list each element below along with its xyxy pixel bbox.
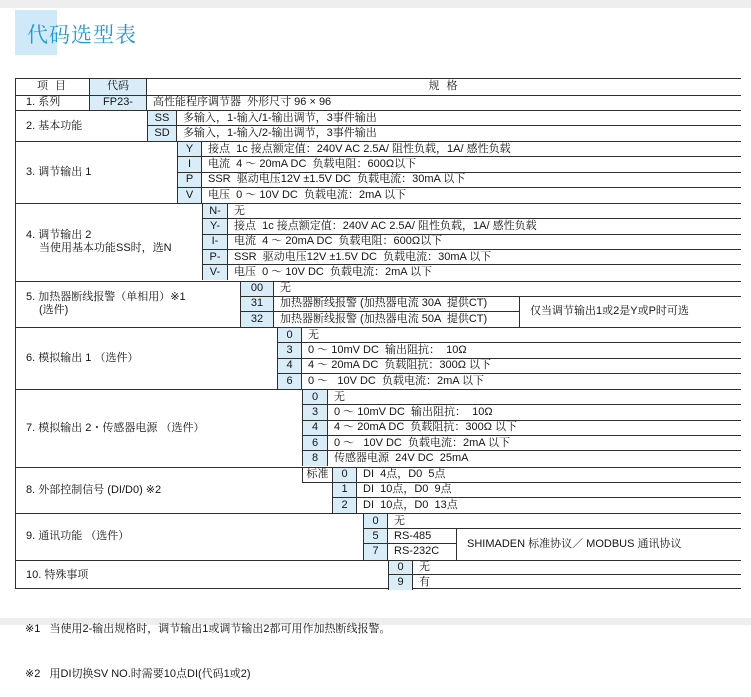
- page-title: 代码选型表: [27, 24, 137, 47]
- code-cell: P-: [202, 250, 228, 265]
- code-cell: 6: [277, 374, 302, 389]
- spec-cell: 无: [302, 328, 741, 343]
- table-row: [302, 421, 741, 436]
- spec-cell: 无: [328, 390, 741, 405]
- spec-cell: 电压 0 ～ 10V DC 负载电流：2mA 以下: [208, 188, 407, 201]
- code-cell: 0: [302, 390, 328, 405]
- table-row: [177, 188, 741, 203]
- group-rows: [388, 561, 741, 591]
- item-label: 9. 通讯功能 （选件）: [26, 530, 130, 543]
- group-rows: [147, 111, 741, 141]
- standard-cell: 标准: [302, 468, 332, 483]
- code-cell: 0: [363, 514, 388, 529]
- group-2-basic-function: [16, 110, 741, 141]
- code-cell: 7: [363, 544, 388, 559]
- item-label: 10. 特殊事项: [26, 568, 89, 581]
- spec-cell: 电流 4 ～ 20mA DC 负载电阻：600Ω以下: [202, 157, 741, 172]
- footnote-1: ※1 当使用2-输出规格时，调节输出1或调节输出2都可用作加热断线报警。: [25, 623, 391, 635]
- code-cell: P: [177, 173, 202, 188]
- group-rows: [89, 96, 741, 111]
- spec-cell: 电压 0 ～ 10V DC 负载电流：2mA 以下: [234, 266, 433, 279]
- code-cell: Y-: [202, 219, 228, 234]
- group-3-control-output-1: [16, 141, 741, 203]
- spec-cell: SSR 驱动电压12V ±1.5V DC 负载电流：30mA 以下: [202, 173, 741, 188]
- spec-cell: 加热器断线报警 (加热器电流 50A 提供CT): [280, 312, 488, 325]
- group-1-series: [16, 95, 741, 111]
- table-row: [363, 529, 456, 544]
- spec-cell: 0 ～ 10V DC 负载电流：2mA 以下: [328, 436, 741, 451]
- table-row: [147, 111, 741, 126]
- table-row: [177, 142, 741, 157]
- table-row: [302, 436, 741, 451]
- code-cell: 6: [302, 436, 328, 451]
- subgroup-rows: [363, 529, 456, 559]
- item-label: 6. 模拟输出 1 （选件）: [26, 352, 139, 364]
- group-rows: [302, 390, 741, 467]
- table-row: [240, 297, 519, 312]
- code-cell: 0: [388, 561, 413, 576]
- spec-cell: 无: [228, 204, 741, 219]
- group-rows: [202, 204, 741, 281]
- group-rows: [177, 142, 741, 203]
- code-cell: SS: [147, 111, 177, 126]
- table-row: [240, 312, 519, 327]
- table-row: [302, 390, 741, 405]
- code-cell: Y: [177, 142, 202, 157]
- table-row: [147, 126, 741, 141]
- table-row: [177, 173, 741, 188]
- group-9-communication: [16, 513, 741, 560]
- top-gray-band: [0, 0, 751, 8]
- code-cell: 2: [332, 498, 357, 513]
- code-cell: SD: [147, 126, 177, 141]
- spec-cell: 高性能程序调节器 外形尺寸 96 × 96: [153, 96, 332, 109]
- code-selection-table: [15, 78, 741, 589]
- spec-cell: 接点 1c 接点额定值：240V AC 2.5A/ 阻性负载，1A/ 感性负载: [228, 219, 741, 234]
- subgroup: [363, 529, 741, 559]
- item-label: 8. 外部控制信号 (DI/D0) ※2: [26, 483, 162, 496]
- table-row: [302, 405, 741, 420]
- item-label: 5. 加热器断线报警（单相用）※1 (选件): [26, 291, 186, 317]
- footnote-2: ※2 用DI切换SV NO.时需要10点DI(代码1或2): [25, 668, 251, 680]
- spec-cell: 无: [274, 282, 741, 297]
- table-row: [302, 498, 741, 513]
- code-cell: N-: [202, 204, 228, 219]
- spec-cell: 多输入，1-输入/1-输出调节，3事件输出: [177, 111, 741, 126]
- code-cell: 31: [240, 297, 274, 312]
- table-row: [363, 514, 741, 529]
- subgroup-rows: [240, 297, 519, 327]
- code-cell: 3: [277, 343, 302, 358]
- subgroup: [240, 297, 741, 327]
- group-rows: [363, 514, 741, 560]
- table-row: [240, 282, 741, 297]
- spec-cell: RS-232C: [394, 545, 440, 558]
- spec-cell: 0 ～ 10V DC 负载电流：2mA 以下: [308, 374, 485, 387]
- table-row: [277, 343, 741, 358]
- spec-cell: 传感器电源 24V DC 25mA: [334, 452, 469, 465]
- table-row: [302, 451, 741, 466]
- code-cell: 0: [277, 328, 302, 343]
- table-row: [388, 575, 741, 590]
- table-row: [277, 359, 741, 374]
- spec-cell: 加热器断线报警 (加热器电流 30A 提供CT): [274, 297, 519, 312]
- item-label: 1. 系列: [26, 96, 61, 109]
- item-label: 2. 基本功能: [26, 119, 83, 132]
- header-spec: 规 格: [428, 80, 460, 93]
- spec-cell: SSR 驱动电压12V ±1.5V DC 负载电流：30mA 以下: [228, 250, 741, 265]
- code-cell: 8: [302, 451, 328, 466]
- spec-cell: 0 ～ 10mV DC 输出阻抗： 10Ω: [302, 343, 741, 358]
- table-row: [89, 96, 741, 111]
- group-6-analog-output-1: [16, 327, 741, 389]
- spec-cell: 无: [388, 514, 741, 529]
- table-row: [302, 483, 741, 498]
- code-cell: 4: [302, 421, 328, 436]
- item-label: 3. 调节输出 1: [26, 166, 92, 178]
- header-code: 代码: [89, 79, 147, 95]
- code-cell: I: [177, 157, 202, 172]
- table-row: [202, 235, 741, 250]
- spec-cell: RS-485: [388, 529, 456, 544]
- spec-cell: DI 4点，D0 5点: [357, 468, 741, 483]
- spacer: [302, 483, 332, 498]
- item-label: 4. 调节输出 2 当使用基本功能SS时，选N: [26, 229, 172, 255]
- item-label: 7. 模拟输出 2・传感器电源 （选件）: [26, 421, 205, 434]
- table-row: [202, 265, 741, 280]
- group-7-analog-output-2: [16, 389, 741, 467]
- code-cell: V-: [202, 265, 228, 280]
- code-cell: 9: [388, 575, 413, 590]
- table-row: [202, 250, 741, 265]
- spec-cell: 接点 1c 接点额定值：240V AC 2.5A/ 阻性负载，1A/ 感性负载: [202, 142, 741, 157]
- group-rows: [240, 282, 741, 328]
- code-cell: 1: [332, 483, 357, 498]
- table-header-row: [16, 79, 741, 95]
- table-row: [388, 561, 741, 576]
- table-row: [202, 219, 741, 234]
- table-row: [202, 204, 741, 219]
- spec-cell: 电流 4 ～ 20mA DC 负载电阻：600Ω以下: [228, 235, 741, 250]
- group-5-heater-break-alarm: [16, 281, 741, 328]
- group-8-external-control-signal: [16, 467, 741, 514]
- spec-cell: DI 10点，D0 9点: [357, 483, 741, 498]
- group-10-special-items: [16, 560, 741, 591]
- code-cell: 3: [302, 405, 328, 420]
- code-cell: 32: [240, 312, 274, 327]
- code-cell: 5: [363, 529, 388, 544]
- code-cell: FP23-: [89, 96, 147, 111]
- code-cell: 4: [277, 359, 302, 374]
- spec-cell: DI 10点，D0 13点: [363, 498, 458, 511]
- note-cell: 仅当调节输出1或2是Y或P时可选: [519, 297, 741, 327]
- spec-cell: 4 ～ 20mA DC 负载阻抗：300Ω 以下: [302, 359, 741, 374]
- group-4-control-output-2: [16, 203, 741, 281]
- footnotes: [25, 592, 391, 697]
- spec-cell: 0 ～ 10mV DC 输出阻抗： 10Ω: [328, 405, 741, 420]
- spec-cell: 无: [413, 561, 741, 576]
- code-cell: 0: [332, 468, 357, 483]
- table-row: [302, 468, 741, 483]
- table-row: [277, 374, 741, 389]
- header-item: 项 目: [36, 80, 69, 93]
- group-rows: [302, 468, 741, 514]
- note-cell: SHIMADEN 标准协议／ MODBUS 通讯协议: [456, 529, 741, 559]
- table-row: [363, 544, 456, 559]
- code-cell: I-: [202, 235, 228, 250]
- spacer: [302, 498, 332, 513]
- group-rows: [277, 328, 741, 389]
- code-cell: V: [177, 188, 202, 203]
- code-cell: 00: [240, 282, 274, 297]
- table-row: [277, 328, 741, 343]
- spec-cell: 4 ～ 20mA DC 负载阻抗：300Ω 以下: [328, 421, 741, 436]
- spec-cell: 多输入，1-输入/2-输出调节，3事件输出: [183, 127, 377, 139]
- spec-cell: 有: [419, 576, 430, 589]
- table-row: [177, 157, 741, 172]
